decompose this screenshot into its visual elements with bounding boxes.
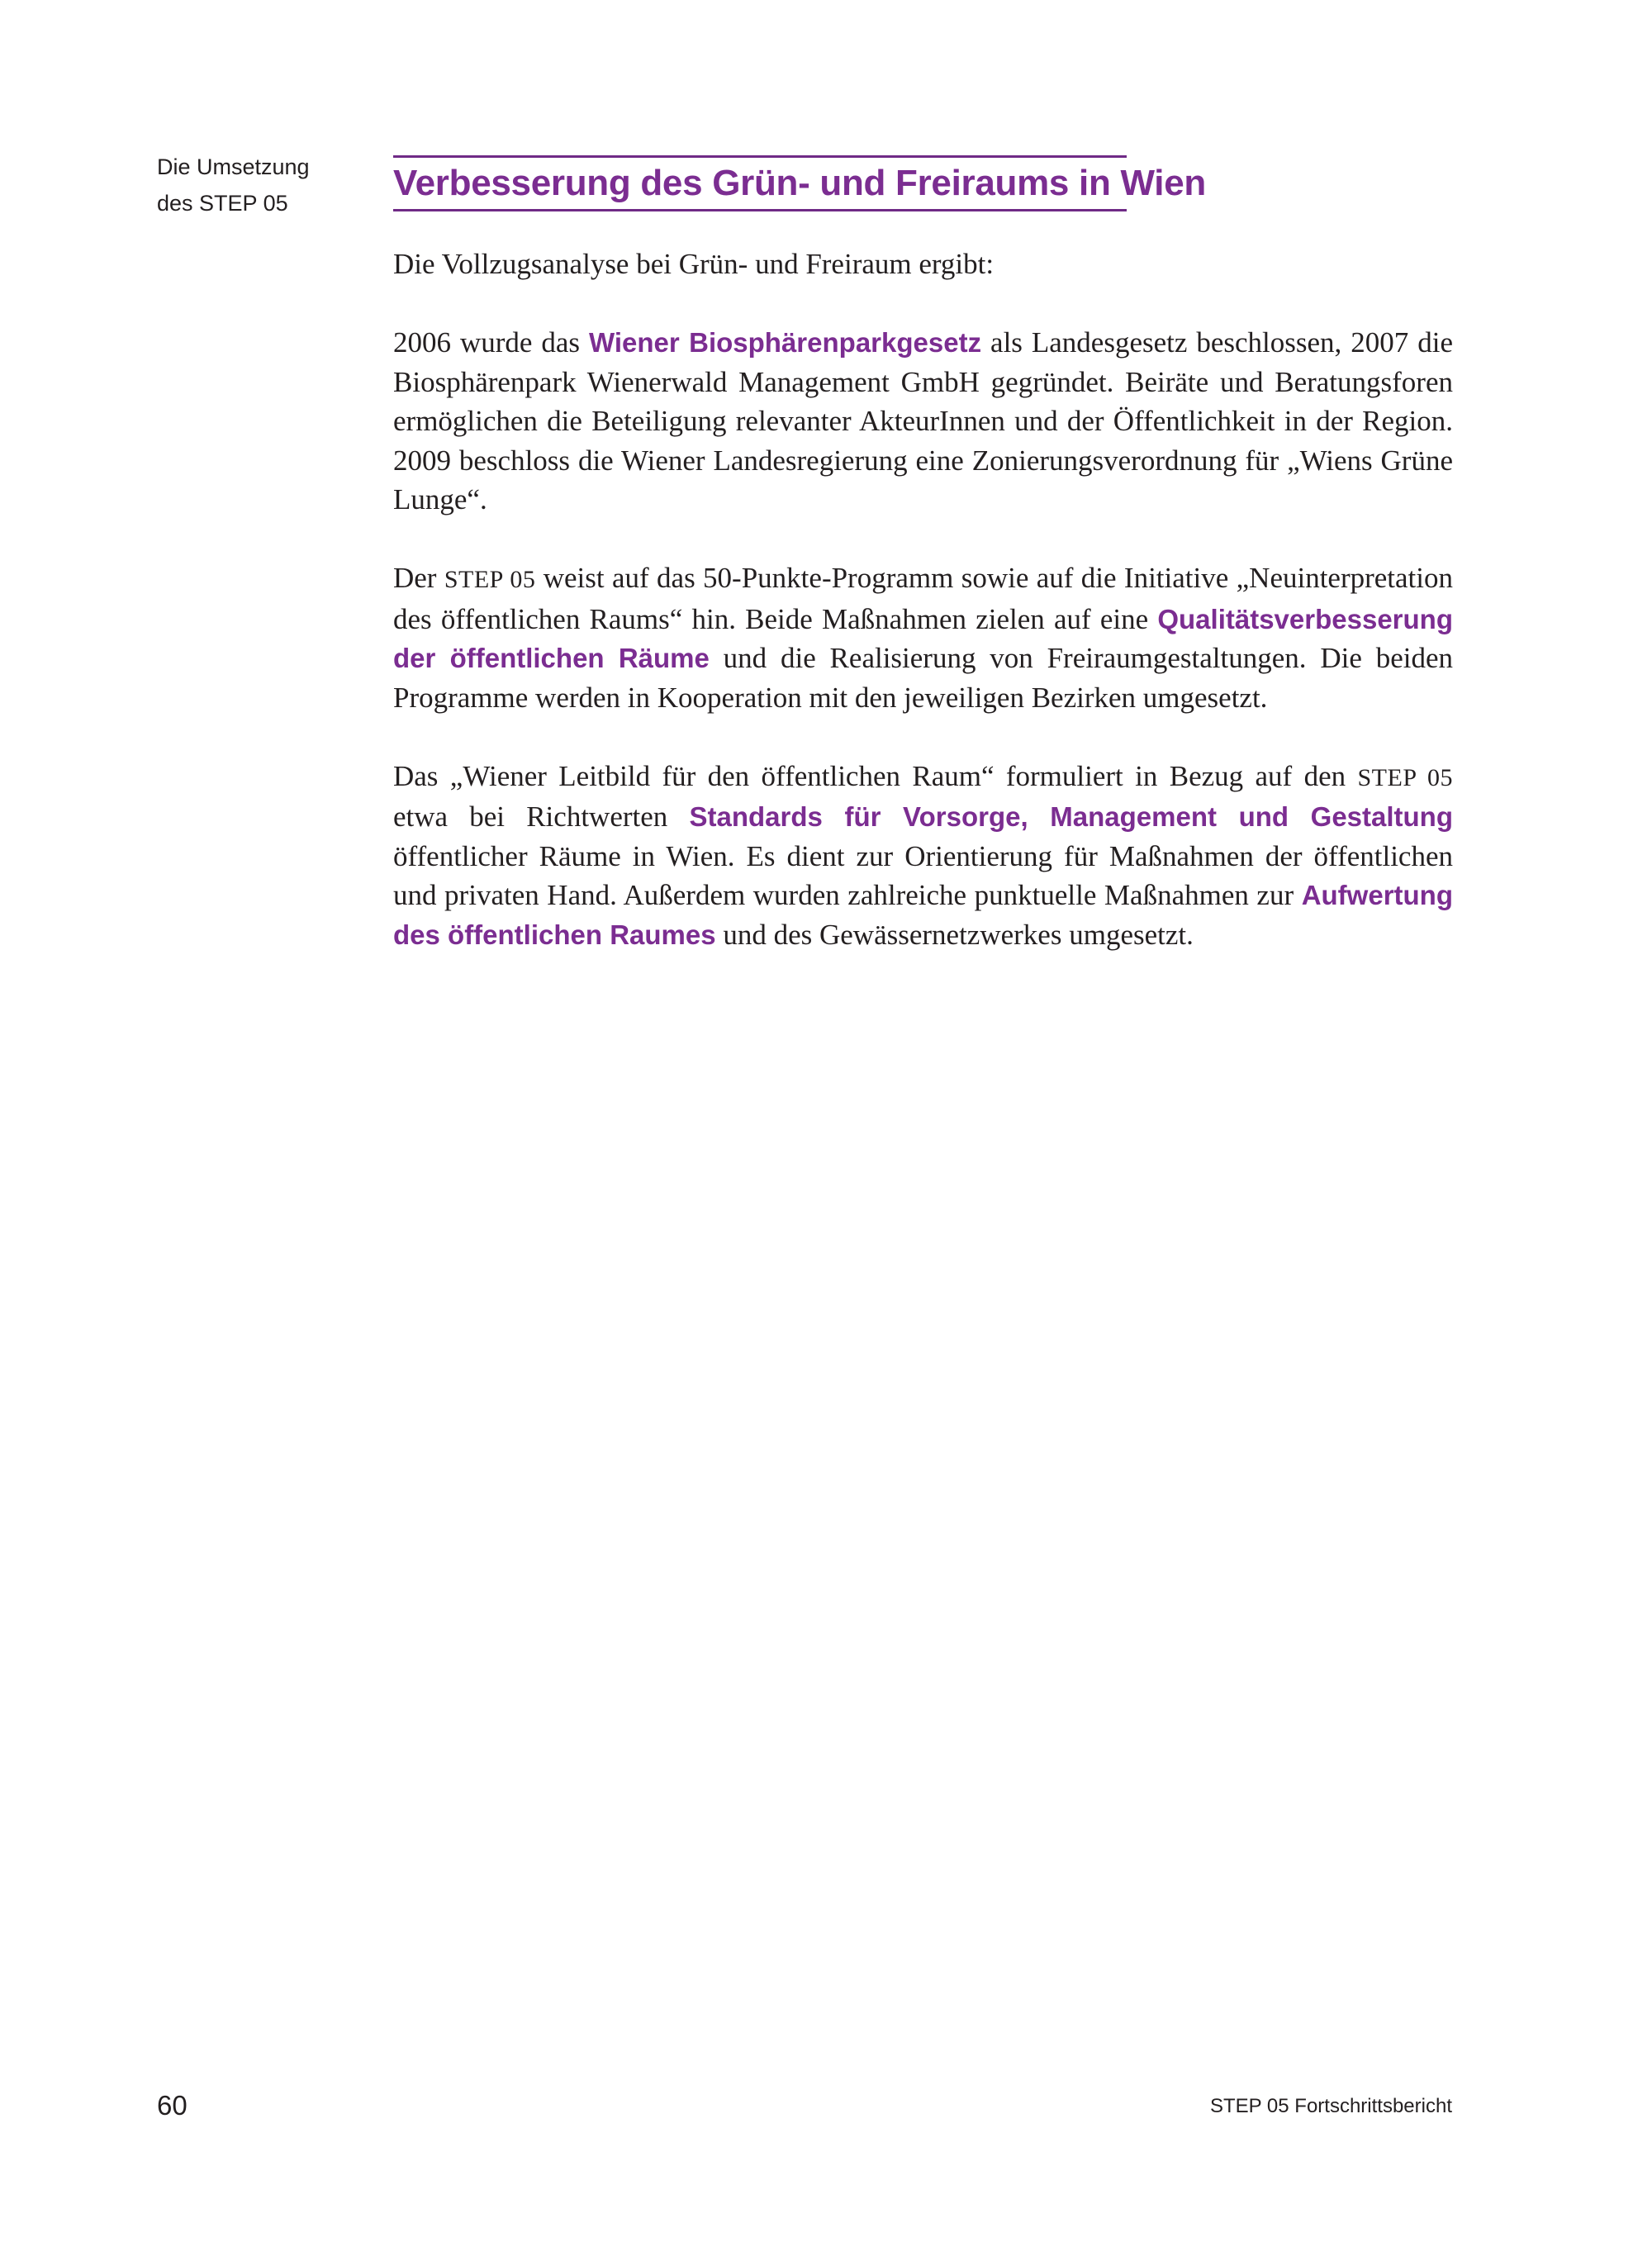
text-run: als Landesgesetz beschlossen, 2007 die Biosphärenpark Wienerwald Management GmbH gegründet. Beiräte und Beratungsforen ermöglichen die Beteiligung relevanter AkteurInnen und der Öffentlichkeit in der Region. 2009 beschloss die Wiener Landesregierung eine Zonierungsverordnung für „Wiens Grüne Lunge“. bbox=[393, 326, 1453, 515]
paragraph-guiding-principles bbox=[393, 757, 1453, 955]
text-run: öffentlicher Räume in Wien. Es dient zur Orientierung für Maßnahmen der öffentlichen und privaten Hand. Außerdem wurden zahlreiche punktuelle Maßnahmen zur bbox=[393, 839, 1453, 911]
highlight-upgrading-public-space: Aufwertung des öffentlichen Raumes bbox=[393, 880, 1453, 950]
body-text bbox=[393, 245, 1453, 994]
sidenote-line-2: des STEP 05 bbox=[157, 191, 288, 216]
step-label: STEP 05 bbox=[1357, 763, 1454, 791]
page-title: Verbesserung des Grün- und Freiraums in Wien bbox=[393, 163, 1206, 203]
page-number: 60 bbox=[157, 2090, 188, 2121]
section-sidenote bbox=[157, 149, 310, 221]
sidenote-line-1: Die Umsetzung bbox=[157, 154, 310, 179]
step-label: STEP 05 bbox=[444, 566, 536, 593]
text-run: und die Realisierung von Freiraumgestaltungen. Die beiden Programme werden in Kooperation mit den jeweiligen Bezirken umgesetzt. bbox=[393, 642, 1453, 714]
paragraph-biosphere bbox=[393, 323, 1453, 520]
text-run: Das „Wiener Leitbild für den öffentlichen Raum“ formuliert in Bezug auf den bbox=[393, 759, 1358, 792]
text-run: etwa bei Richtwerten bbox=[393, 800, 690, 833]
highlight-biosphere-law: Wiener Biosphärenparkgesetz bbox=[589, 327, 982, 358]
text-run: und des Gewässernetzwerkes umgesetzt. bbox=[715, 918, 1194, 951]
intro-paragraph: Die Vollzugsanalyse bei Grün- und Freiraum ergibt: bbox=[393, 248, 995, 280]
paragraph-public-space-programs bbox=[393, 558, 1453, 717]
report-title: STEP 05 Fortschrittsbericht bbox=[1210, 2095, 1452, 2117]
text-run: Der bbox=[393, 562, 444, 594]
heading-block bbox=[393, 155, 1206, 211]
text-run: 2006 wurde das bbox=[393, 326, 590, 359]
text-run: weist auf das 50-Punkte-Programm sowie auf die Initiative „Neuinterpretation des öffentlichen Raums“ hin. Beide Maßnahmen zielen auf eine bbox=[393, 562, 1454, 635]
highlight-quality-improvement: Qualitätsverbesserung der öffentlichen Räume bbox=[393, 603, 1453, 673]
highlight-standards: Standards für Vorsorge, Management und Gestaltung bbox=[689, 801, 1454, 832]
